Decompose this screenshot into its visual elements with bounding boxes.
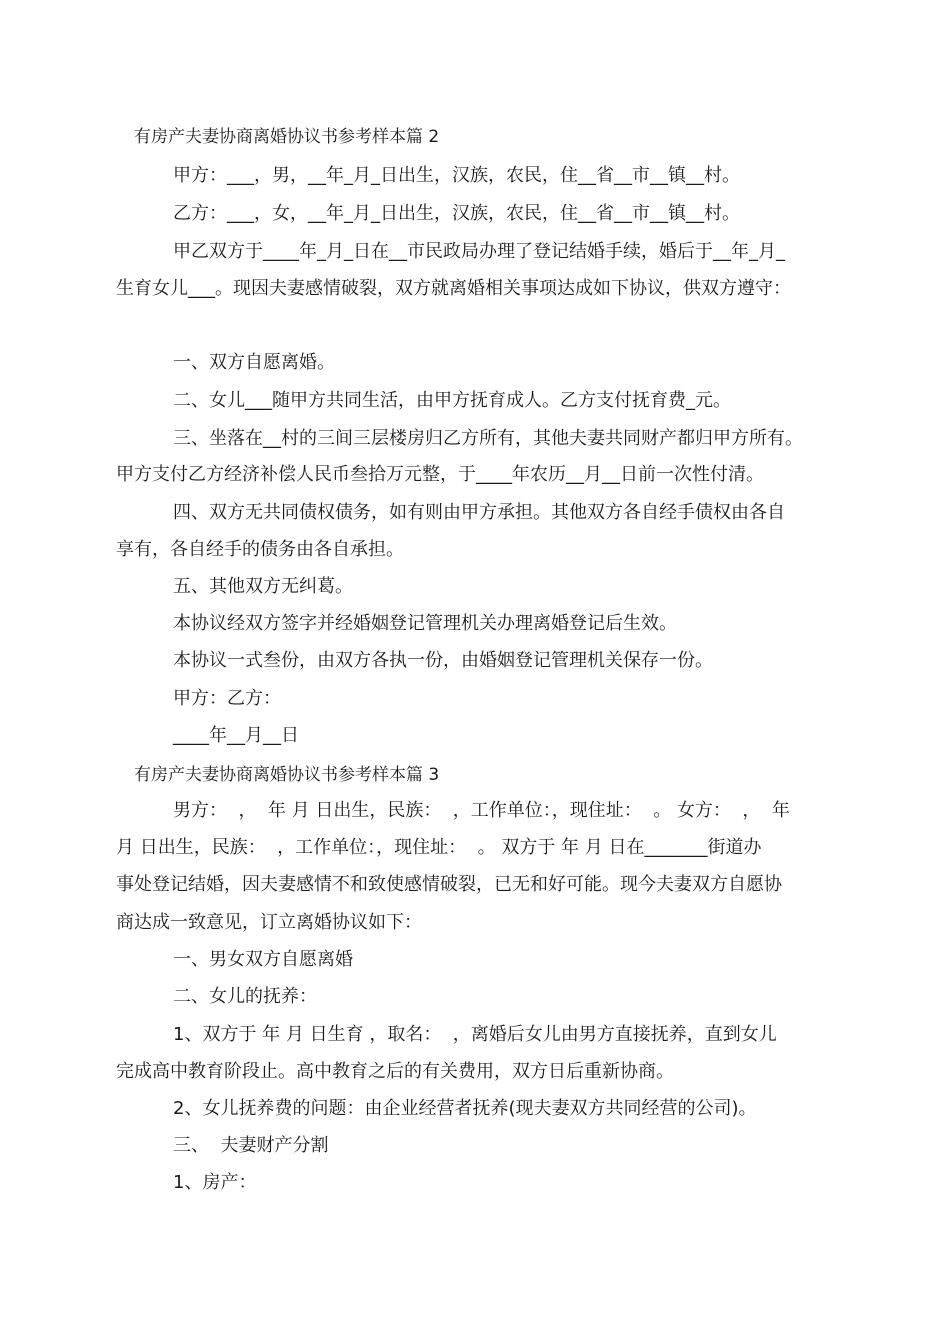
- intro-line-1: 甲乙双方于____年_月_日在__市民政局办理了登记结婚手续，婚后于__年_月_: [173, 241, 785, 262]
- clause-3-line-1: 三、坐落在__村的三间三层楼房归乙方所有，其他夫妻共同财产都归甲方所有。: [173, 428, 803, 449]
- clause-1: 一、双方自愿离婚。: [173, 352, 335, 373]
- section-3-intro-line-1: 男方： ， 年 月 日出生，民族： ，工作单位：，现住址： 。 女方： ， 年: [173, 800, 790, 821]
- section-3-clause-3: 三、 夫妻财产分割: [173, 1135, 329, 1156]
- signature-line: 甲方：乙方：: [173, 688, 281, 709]
- clause-3-line-2: 甲方支付乙方经济补偿人民币叁拾万元整，于____年农历__月__日前一次性付清。: [116, 464, 764, 485]
- effect-clause: 本协议经双方签字并经婚姻登记管理机关办理离婚登记后生效。: [173, 613, 677, 634]
- section-3-clause-1: 一、男女双方自愿离婚: [173, 949, 353, 970]
- section-3-clause-2-1-line-1: 1、双方于 年 月 日生育 ，取名： ，离婚后女儿由男方直接抚养，直到女儿: [173, 1024, 777, 1045]
- party-a-line: 甲方：___，男，__年_月_日出生，汉族，农民，住__省__市__镇__村。: [173, 165, 740, 186]
- section-3-intro-line-3: 事处登记结婚，因夫妻感情不和致使感情破裂，已无和好可能。现今夫妻双方自愿协: [116, 874, 782, 895]
- intro-line-2: 生育女儿___。现因夫妻感情破裂，双方就离婚相关事项达成如下协议，供双方遵守：: [116, 278, 791, 299]
- section-3-clause-2-2: 2、女儿抚养费的问题：由企业经营者抚养(现夫妻双方共同经营的公司)。: [173, 1098, 757, 1119]
- clause-2: 二、女儿___随甲方共同生活，由甲方抚育成人。乙方支付抚育费_元。: [173, 390, 731, 411]
- date-line: ____年__月__日: [173, 725, 299, 746]
- party-b-line: 乙方：___，女，__年_月_日出生，汉族，农民，住__省__市__镇__村。: [173, 203, 740, 224]
- section-3-clause-3-1: 1、房产：: [173, 1172, 257, 1193]
- clause-4-line-1: 四、双方无共同债权债务，如有则由甲方承担。其他双方各自经手债权由各自: [173, 502, 785, 523]
- clause-5: 五、其他双方无纠葛。: [173, 576, 353, 597]
- section-3-intro-line-2: 月 日出生，民族： ，工作单位：，现住址： 。 双方于 年 月 日在_______街道办: [116, 837, 762, 858]
- copies-clause: 本协议一式叁份，由双方各执一份，由婚姻登记管理机关保存一份。: [173, 650, 713, 671]
- section-2-title: 有房产夫妻协商离婚协议书参考样本篇 2: [134, 127, 440, 147]
- section-3-title: 有房产夫妻协商离婚协议书参考样本篇 3: [134, 765, 440, 785]
- clause-4-line-2: 享有，各自经手的债务由各自承担。: [116, 539, 404, 560]
- section-3-clause-2-1-line-2: 完成高中教育阶段止。高中教育之后的有关费用，双方日后重新协商。: [116, 1061, 674, 1082]
- section-3-intro-line-4: 商达成一致意见，订立离婚协议如下：: [116, 912, 422, 933]
- section-3-clause-2: 二、女儿的抚养：: [173, 986, 317, 1007]
